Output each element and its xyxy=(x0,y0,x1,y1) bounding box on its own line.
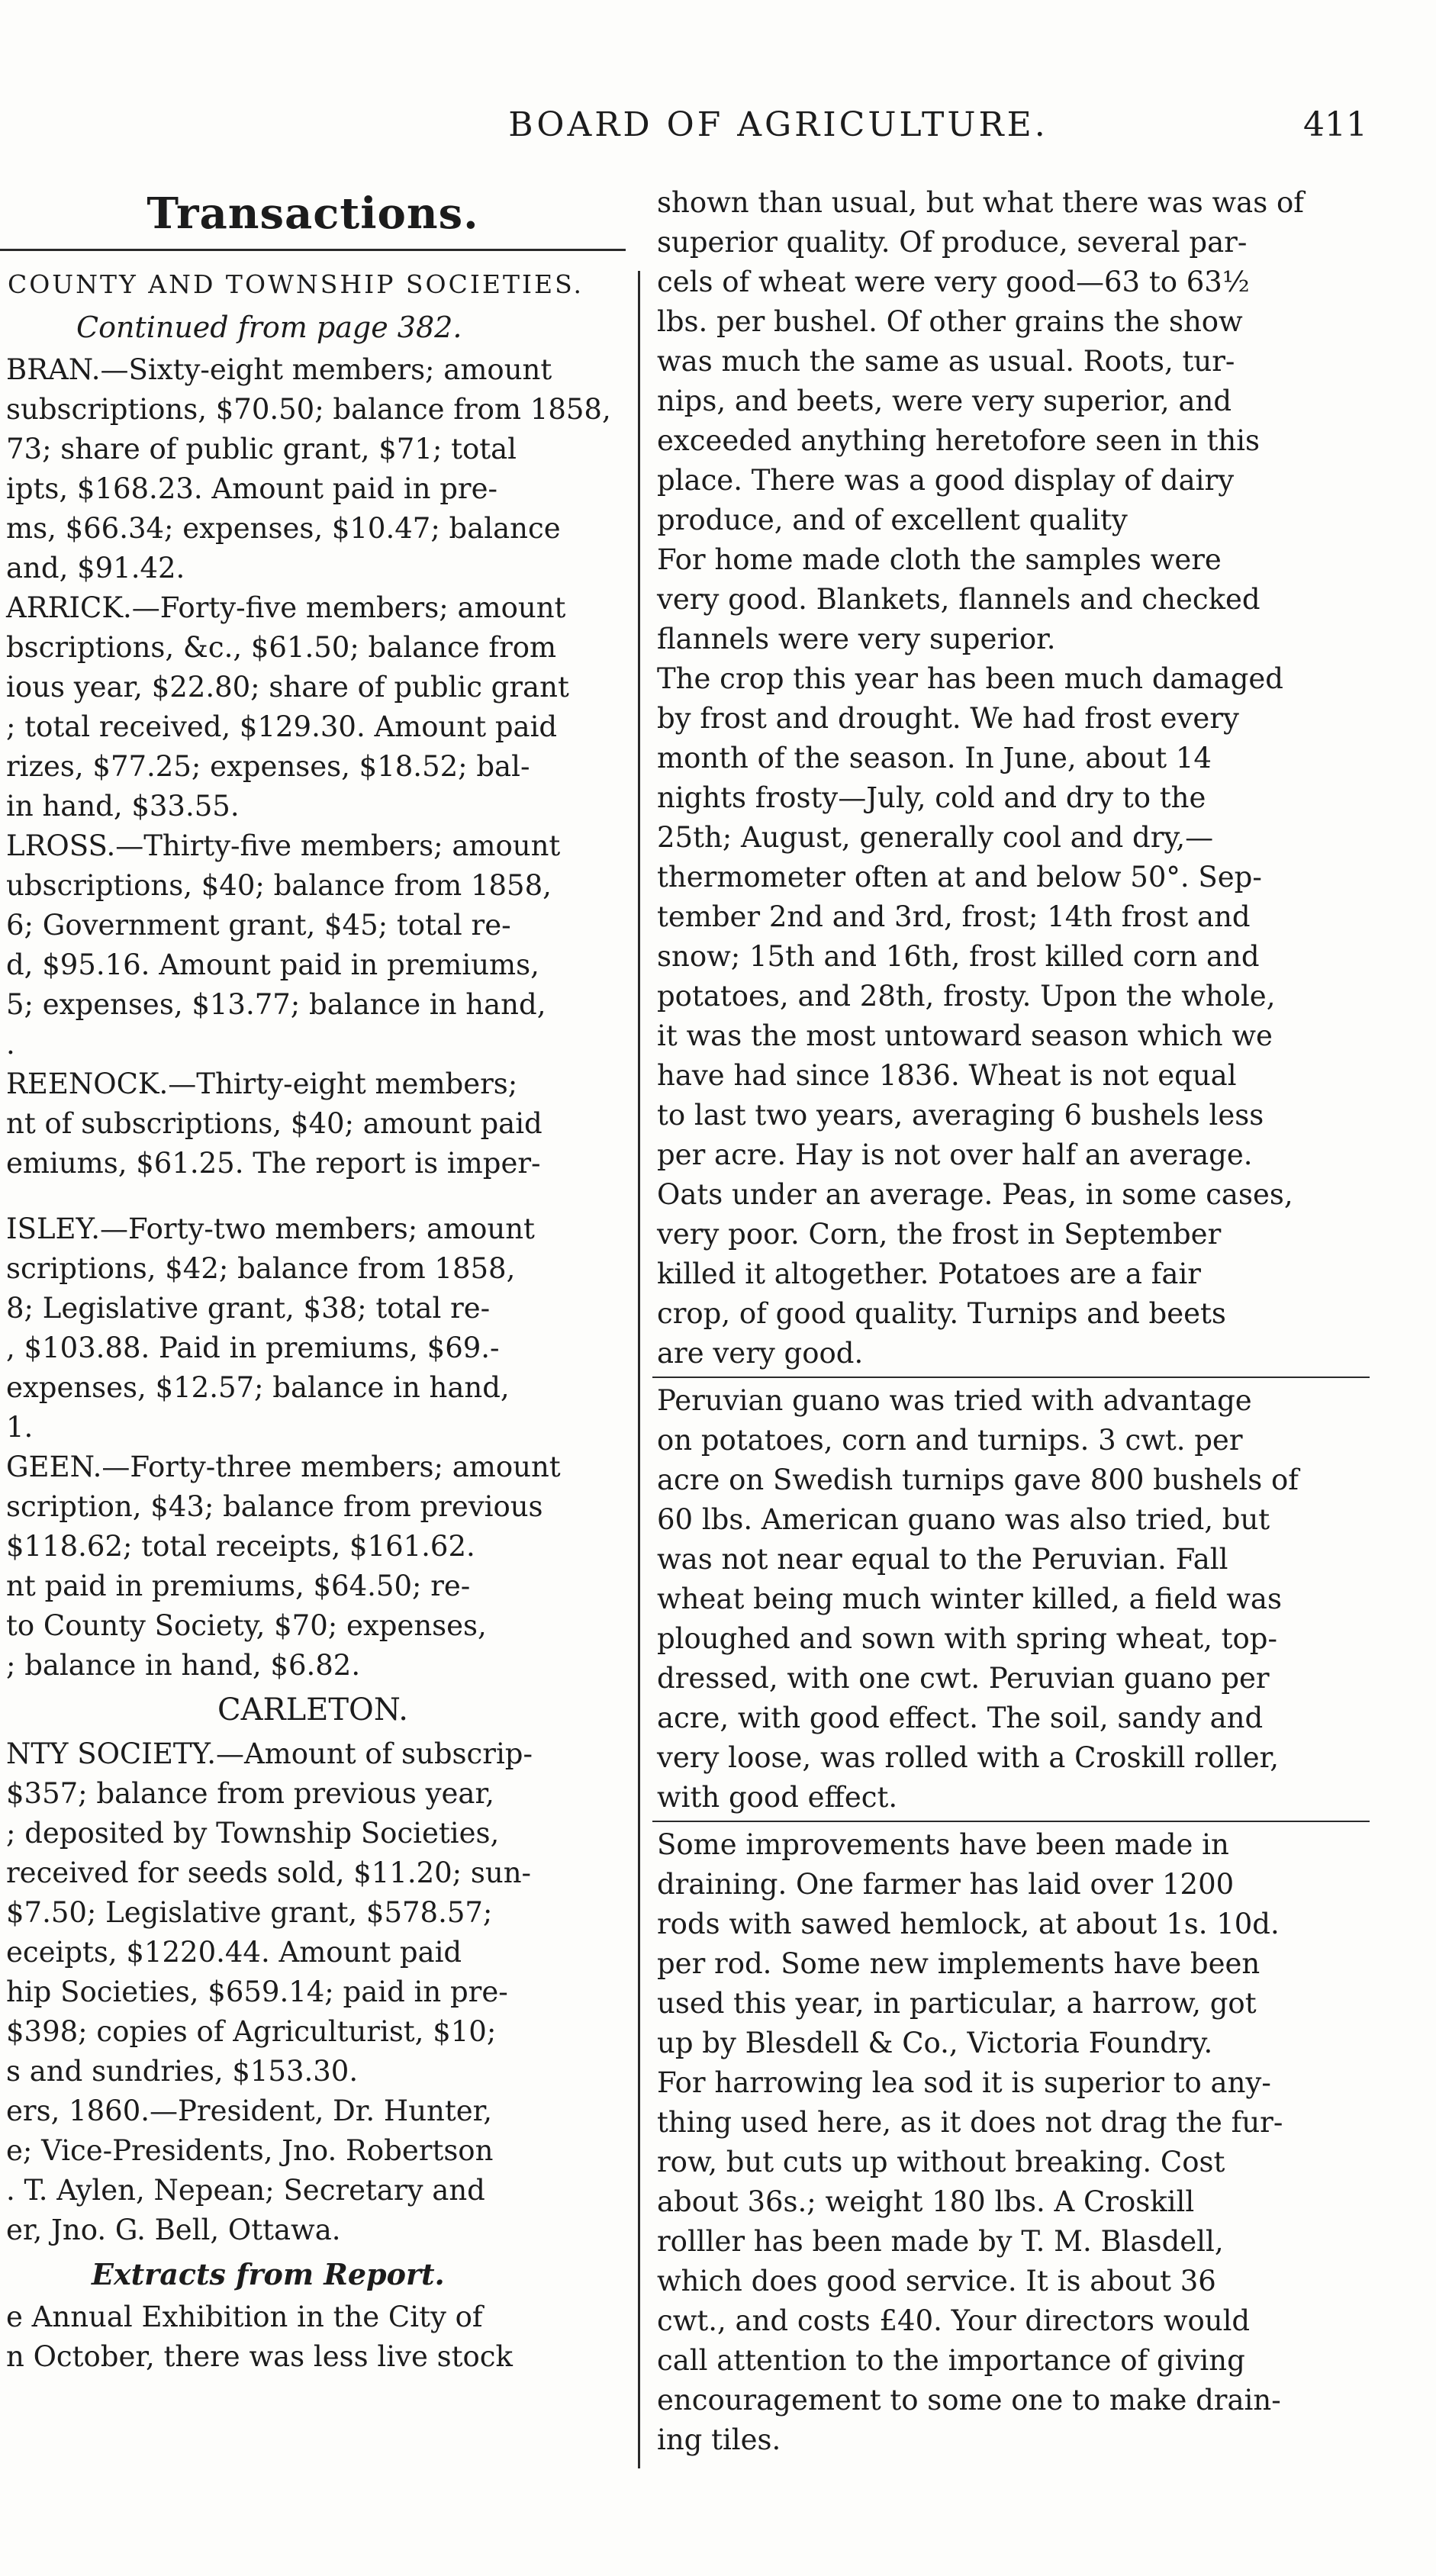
paragraph-county-society: NTY SOCIETY.—Amount of subscrip- $357; balance from previous year, ; deposited by Township Societies, received for seeds sold, $11.20; sun- $7.50; Legislative grant, $578.57; eceipts, $1220.44. Amount paid hip Societies, $659.14; paid in pre- $398; copies of Agriculturist, $10; s and sundries, $153.30. xyxy=(6,1737,533,2088)
paragraph-lross: LROSS.—Thirty-five members; amount ubscriptions, $40; balance from 1858, 6; Government grant, $45; total re- d, $95.16. Amount paid in premiums, 5; expenses, $13.77; balance in hand, . xyxy=(6,829,561,1061)
paragraph-reenock: REENOCK.—Thirty-eight members; nt of subscriptions, $40; amount paid emiums, $61.25. The report is imper- xyxy=(6,1067,543,1180)
carleton-heading: CARLETON. xyxy=(217,1692,408,1728)
paragraph-arrick: ARRICK.—Forty-five members; amount bscriptions, &c., $61.50; balance from ious year, $22.80; share of public grant ; total received, $129.30. Amount paid rizes, $77.25; expenses, $18.52; bal- in hand, $33.55. xyxy=(6,591,569,823)
paragraph-officers: ers, 1860.—President, Dr. Hunter, e; Vice-Presidents, Jno. Robertson . T. Aylen, Nepean; Secretary and er, Jno. G. Bell, Ottawa. xyxy=(6,2095,494,2246)
paragraph-crop-damage: The crop this year has been much damaged by frost and drought. We had frost every month of the season. In June, about 14 nights frosty—July, cold and dry to the 25th; August, generally cool and dry,— thermometer often at and below 50°. Sep- tember 2nd and 3rd, frost; 14th frost and snow; 15th and 16th, frost killed corn and potatoes, and 28th, frosty. Upon the whole, it was the most untoward season which we have had since 1836. Wheat is not equal to last two years, averaging 6 bushels less per acre. Hay is not over half an average. Oats under an average. Peas, in some cases, very poor. Corn, the frost in September killed it altogether. Potatoes are a fair crop, of good quality. Turnips and beets are very good. xyxy=(657,662,1293,1370)
extracts-heading: Extracts from Report. xyxy=(92,2257,445,2291)
paragraph-rule xyxy=(652,1377,1370,1378)
spacer xyxy=(0,1183,626,1209)
paragraph-produce: shown than usual, but what there was was of superior quality. Of produce, several par- cels of wheat were very good—63 to 63½ lbs. per bushel. Of other grains the show was much the same as usual. Roots, tur- nips, and beets, were very superior, and exceeded anything heretofore seen in this place. There was a good display of dairy produce, and of excellent quality xyxy=(657,186,1304,536)
paragraph-bran: BRAN.—Sixty-eight members; amount subscriptions, $70.50; balance from 1858, 73; share of public grant, $71; total ipts, $168.23. Amount paid in pre- ms, $66.34; expenses, $10.47; balance and, $91.42. xyxy=(6,353,611,584)
page-header xyxy=(0,92,1436,153)
right-column xyxy=(652,183,1377,2472)
paragraph-rule xyxy=(652,1821,1370,1822)
section-title: Transactions. xyxy=(146,188,479,239)
paragraph-annual-exhibition: e Annual Exhibition in the City of n October, there was less live stock xyxy=(6,2301,513,2373)
column-divider xyxy=(638,271,640,2468)
paragraph-guano: Peruvian guano was tried with advantage on potatoes, corn and turnips. 3 cwt. per acre on Swedish turnips gave 800 bushels of 60 lbs. American guano was also tried, but was not near equal to the Peruvian. Fall wheat being much winter killed, a field was ploughed and sown with spring wheat, top- dressed, with one cwt. Peruvian guano per acre, with good effect. The soil, sandy and very loose, was rolled with a Croskill roller, with good effect. xyxy=(657,1384,1299,1814)
section-rule xyxy=(0,249,626,251)
paragraph-improvements: Some improvements have been made in draining. One farmer has laid over 1200 rods with sawed hemlock, at about 1s. 10d. per rod. Some new implements have been used this year, in particular, a harrow, got up by Blesdell & Co., Victoria Foundry. For harrowing lea sod it is superior to any- thing used here, as it does not drag the fur- row, but cuts up without breaking. Cost about 36s.; weight 180 lbs. A Croskill rolller has been made by T. M. Blasdell, which does good service. It is about 36 cwt., and costs £40. Your directors would call attention to the importance of giving encouragement to some one to make drain- ing tiles. xyxy=(657,1828,1283,2456)
running-head: BOARD OF AGRICULTURE. xyxy=(508,105,1048,144)
paragraph-geen: GEEN.—Forty-three members; amount scription, $43; balance from previous $118.62; total receipts, $161.62. nt paid in premiums, $64.50; re- to County Society, $70; expenses, ; balance in hand, $6.82. xyxy=(6,1451,561,1682)
left-column xyxy=(0,183,626,2472)
paragraph-home-cloth: For home made cloth the samples were very good. Blankets, flannels and checked flannels were very superior. xyxy=(657,543,1261,655)
paragraph-isley: ISLEY.—Forty-two members; amount scriptions, $42; balance from 1858, 8; Legislative grant, $38; total re- , $103.88. Paid in premiums, $69.- expenses, $12.57; balance in hand, 1. xyxy=(6,1212,535,1444)
continued-note: Continued from page 382. xyxy=(76,311,462,344)
page-number: 411 xyxy=(1303,105,1367,144)
subhead-county-township: COUNTY AND TOWNSHIP SOCIETIES. xyxy=(8,269,584,299)
